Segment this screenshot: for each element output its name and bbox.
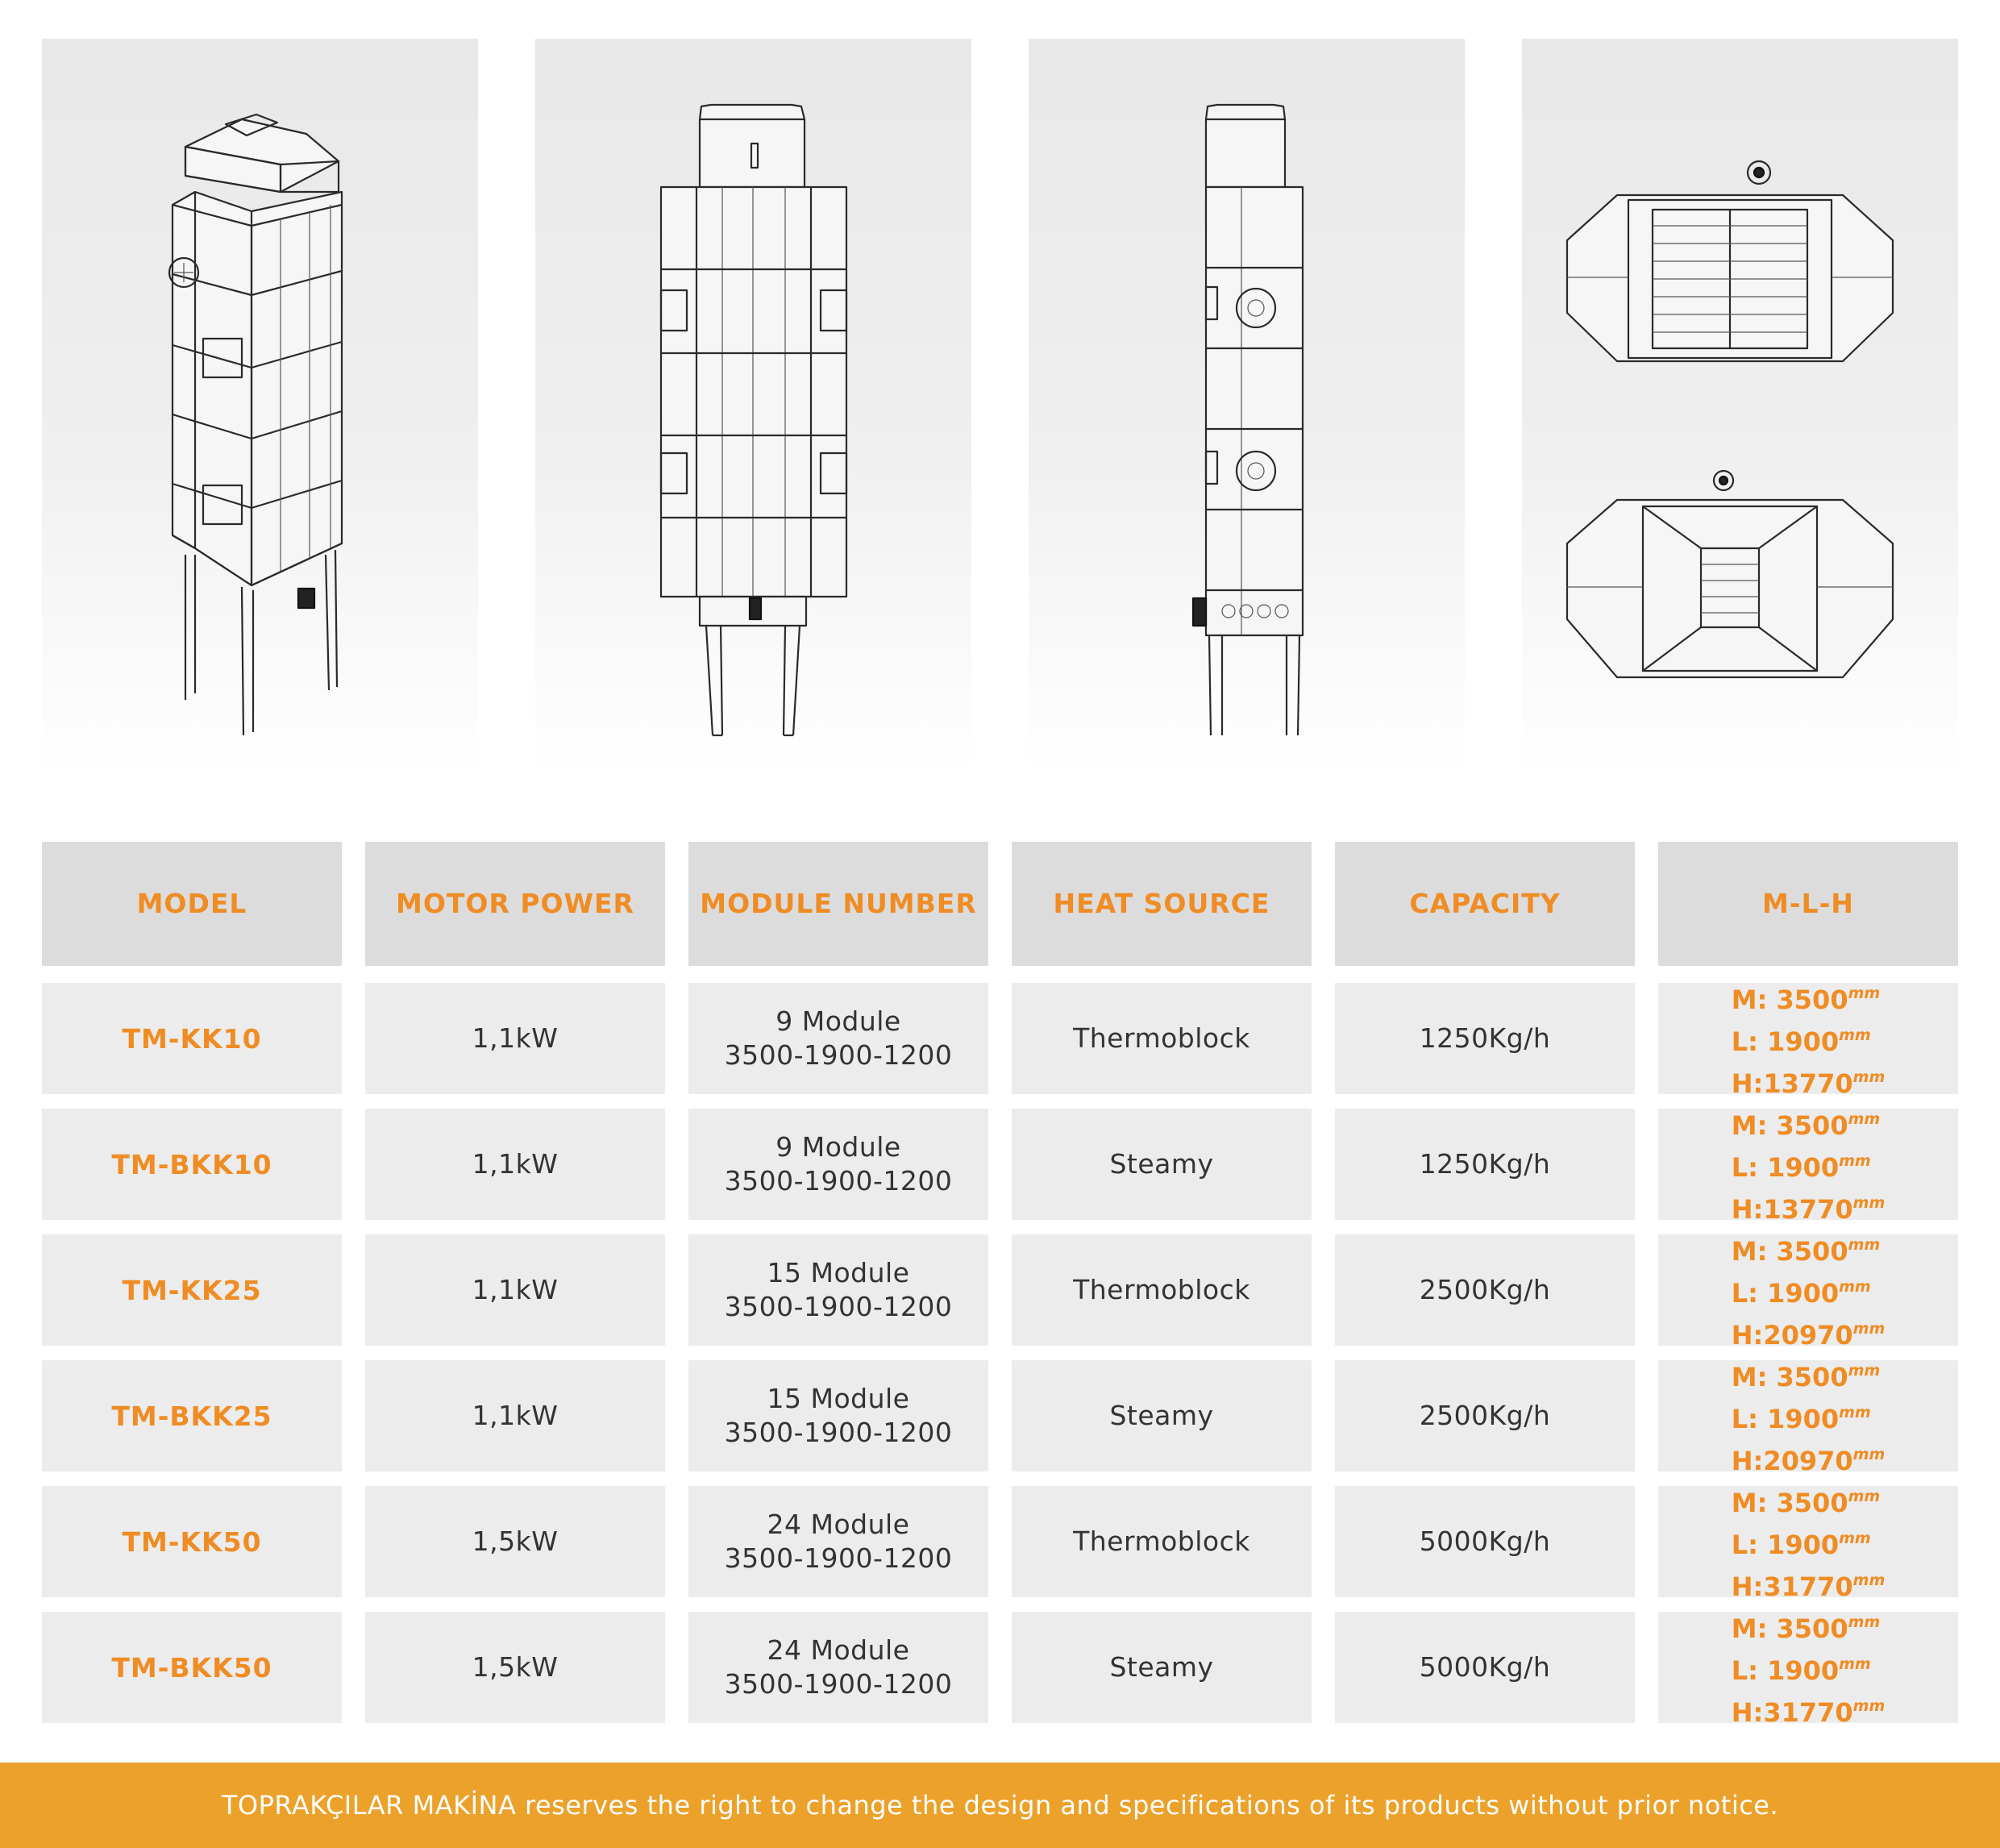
module-dims: 3500-1900-1200 [724, 1165, 953, 1197]
module-dims: 3500-1900-1200 [724, 1039, 953, 1071]
model-cell [42, 1612, 342, 1723]
module-number-cell [688, 1360, 988, 1471]
l-dimension: L: $1900^{mm}$ [1731, 1404, 1871, 1434]
front-view-panel [535, 39, 971, 772]
module-count: 9 Module [775, 1131, 901, 1163]
motor-power-cell [365, 1486, 665, 1597]
h-dimension: $H:20970^{mm}$ [1731, 1320, 1886, 1351]
heat-source-value: Steamy [1109, 1400, 1214, 1431]
header-label: MODEL [136, 887, 247, 919]
footer-notice: TOPRAKÇILAR MAKİNA reserves the right to change the design and specifications of its products without prior notice. [221, 1790, 1779, 1821]
model-name: TM-BKK25 [111, 1400, 272, 1432]
model-name: TM-KK10 [122, 1022, 262, 1055]
capacity-cell [1335, 1360, 1635, 1471]
header-label: M-L-H [1762, 887, 1854, 919]
heat-source-value: Thermoblock [1073, 1525, 1250, 1557]
mlh-cell [1658, 1360, 1958, 1476]
h-dimension: $H:13770^{mm}$ [1731, 1194, 1886, 1225]
module-count: 24 Module [767, 1634, 910, 1666]
dryer-side-view-icon [1029, 39, 1465, 772]
model-name: TM-BKK10 [111, 1148, 272, 1180]
capacity-value: 5000Kg/h [1419, 1525, 1551, 1557]
heat-source-cell [1012, 1612, 1312, 1723]
model-name: TM-KK25 [122, 1274, 262, 1306]
module-dims: 3500-1900-1200 [724, 1417, 953, 1448]
header-mlh [1658, 842, 1958, 966]
motor-power-value: 1,1kW [472, 1148, 559, 1180]
module-number-cell [688, 1109, 988, 1220]
side-view-panel [1029, 39, 1465, 772]
header-label: HEAT SOURCE [1053, 887, 1270, 919]
h-dimension: $H:20970^{mm}$ [1731, 1446, 1886, 1476]
model-cell [42, 1234, 342, 1346]
l-dimension: L: $1900^{mm}$ [1731, 1655, 1871, 1686]
motor-power-cell [365, 1234, 665, 1346]
capacity-cell [1335, 1612, 1635, 1723]
m-dimension: M: $3500^{mm}$ [1731, 1362, 1881, 1392]
heat-source-cell [1012, 1234, 1312, 1346]
motor-power-cell [365, 1612, 665, 1723]
module-count: 15 Module [767, 1257, 910, 1288]
header-label: MODULE NUMBER [700, 887, 977, 919]
mlh-cell [1658, 983, 1958, 1099]
capacity-cell [1335, 1234, 1635, 1346]
footer-notice-bar [0, 1763, 2000, 1848]
capacity-cell [1335, 983, 1635, 1094]
capacity-value: 1250Kg/h [1419, 1022, 1551, 1054]
motor-power-value: 1,1kW [472, 1400, 559, 1431]
module-count: 15 Module [767, 1383, 910, 1414]
heat-source-value: Steamy [1109, 1651, 1214, 1683]
m-dimension: M: $3500^{mm}$ [1731, 1236, 1881, 1267]
heat-source-cell [1012, 1360, 1312, 1471]
model-cell [42, 1109, 342, 1220]
m-dimension: M: $3500^{mm}$ [1731, 1613, 1881, 1644]
heat-source-cell [1012, 983, 1312, 1094]
header-label: MOTOR POWER [396, 887, 634, 919]
header-motor-power [365, 842, 665, 966]
m-dimension: M: $3500^{mm}$ [1731, 1488, 1881, 1518]
m-dimension: M: $3500^{mm}$ [1731, 1110, 1881, 1141]
motor-power-cell [365, 983, 665, 1094]
module-dims: 3500-1900-1200 [724, 1542, 953, 1574]
model-cell [42, 983, 342, 1094]
heat-source-cell [1012, 1109, 1312, 1220]
header-label: CAPACITY [1409, 887, 1561, 919]
mlh-cell [1658, 1612, 1958, 1728]
motor-power-value: 1,1kW [472, 1022, 559, 1054]
model-cell [42, 1486, 342, 1597]
module-count: 24 Module [767, 1509, 910, 1540]
model-name: TM-KK50 [122, 1525, 262, 1558]
header-capacity [1335, 842, 1635, 966]
heat-source-value: Thermoblock [1073, 1022, 1250, 1054]
l-dimension: L: $1900^{mm}$ [1731, 1026, 1871, 1057]
heat-source-value: Steamy [1109, 1148, 1214, 1180]
motor-power-cell [365, 1360, 665, 1471]
capacity-cell [1335, 1486, 1635, 1597]
mlh-cell [1658, 1109, 1958, 1225]
dryer-isometric-view-icon [42, 39, 478, 772]
h-dimension: $H:31770^{mm}$ [1731, 1697, 1886, 1728]
module-dims: 3500-1900-1200 [724, 1668, 953, 1700]
isometric-view-panel [42, 39, 478, 772]
module-number-cell [688, 1612, 988, 1723]
capacity-value: 2500Kg/h [1419, 1400, 1551, 1431]
module-number-cell [688, 983, 988, 1094]
mlh-cell [1658, 1486, 1958, 1602]
module-number-cell [688, 1234, 988, 1346]
header-heat-source [1012, 842, 1312, 966]
module-dims: 3500-1900-1200 [724, 1291, 953, 1322]
h-dimension: $H:13770^{mm}$ [1731, 1068, 1886, 1099]
m-dimension: M: $3500^{mm}$ [1731, 984, 1881, 1015]
dryer-top-bottom-view-icon [1522, 39, 1958, 772]
header-model [42, 842, 342, 966]
capacity-cell [1335, 1109, 1635, 1220]
l-dimension: L: $1900^{mm}$ [1731, 1530, 1871, 1560]
motor-power-value: 1,1kW [472, 1274, 559, 1305]
motor-power-cell [365, 1109, 665, 1220]
heat-source-cell [1012, 1486, 1312, 1597]
capacity-value: 2500Kg/h [1419, 1274, 1551, 1305]
h-dimension: $H:31770^{mm}$ [1731, 1571, 1886, 1602]
header-module-number [688, 842, 988, 966]
heat-source-value: Thermoblock [1073, 1274, 1250, 1305]
l-dimension: L: $1900^{mm}$ [1731, 1278, 1871, 1309]
top-bottom-view-panel [1522, 39, 1958, 772]
l-dimension: L: $1900^{mm}$ [1731, 1152, 1871, 1183]
mlh-cell [1658, 1234, 1958, 1351]
motor-power-value: 1,5kW [472, 1651, 559, 1683]
motor-power-value: 1,5kW [472, 1525, 559, 1557]
model-cell [42, 1360, 342, 1471]
model-name: TM-BKK50 [111, 1651, 272, 1684]
module-count: 9 Module [775, 1005, 901, 1037]
capacity-value: 5000Kg/h [1419, 1651, 1551, 1683]
dryer-front-view-icon [535, 39, 971, 772]
module-number-cell [688, 1486, 988, 1597]
capacity-value: 1250Kg/h [1419, 1148, 1551, 1180]
